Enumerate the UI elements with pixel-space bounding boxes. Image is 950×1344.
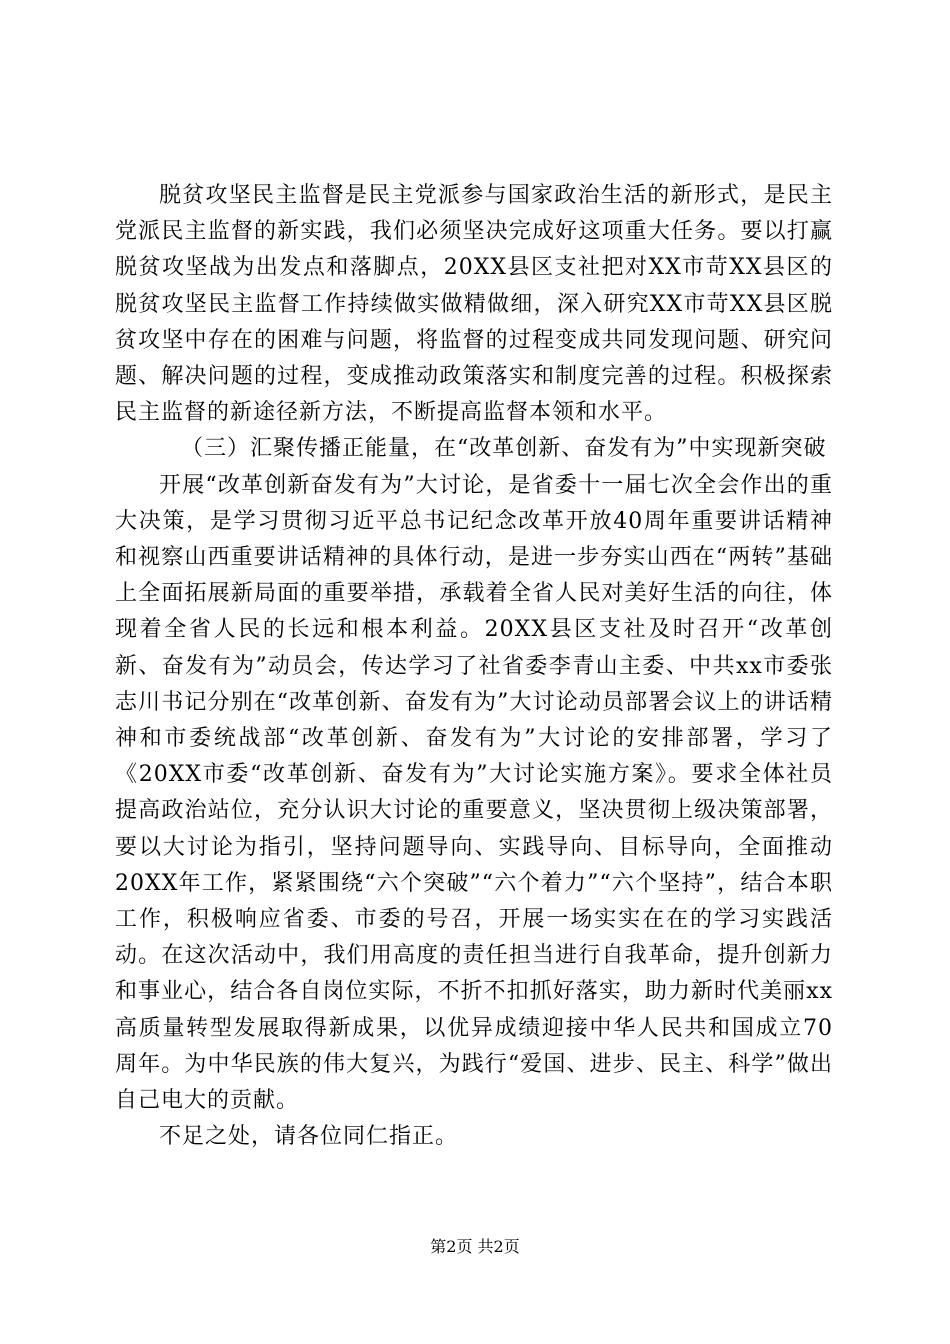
document-body [115,178,833,1155]
section-heading-3: （三）汇聚传播正能量，在“改革创新、奋发有为”中实现新突破 [181,436,827,462]
paragraph-reform-discussion: 开展“改革创新奋发有为”大讨论，是省委十一届七次全会作出的重大决策，是学习贯彻习近平总书记纪念改革开放40周年重要讲话精神和视察山西重要讲话精神的具体行动，是进一步夯实山西在“两转”基础上全面拓展新局面的重要举措，承载着全省人民对美好生活的向往，体现着全省人民的长远和根本利益。20XX县区支社及时召开“改革创新、奋发有为”动员会，传达学习了社省委李青山主委、中共xx市委张志川书记分别在“改革创新、奋发有为”大讨论动员部署会议上的讲话精神和市委统战部“改革创新、奋发有为”大讨论的安排部署，学习了《20XX市委“改革创新、奋发有为”大讨论实施方案》。要求全体社员提高政治站位，充分认识大讨论的重要意义，坚决贯彻上级决策部署，要以大讨论为指引，坚持问题导向、实践导向、目标导向，全面推动20XX年工作，紧紧围绕“六个突破”“六个着力”“六个坚持”，结合本职工作，积极响应省委、市委的号召，开展一场实实在在的学习实践活动。在这次活动中，我们用高度的责任担当进行自我革命，提升创新力和事业心，结合各自岗位实际，不折不扣抓好落实，助力新时代美丽xx高质量转型发展取得新成果，以优异成绩迎接中华人民共和国成立70周年。为中华民族的伟大复兴，为践行“爱国、进步、民主、科学”做出自己电大的贡献。 [115,472,833,1114]
paragraph-poverty-supervision: 脱贫攻坚民主监督是民主党派参与国家政治生活的新形式，是民主党派民主监督的新实践，我们必须坚决完成好这项重大任务。要以打赢脱贫攻坚战为出发点和落脚点，20XX县区支社把对XX市苛XX县区的脱贫攻坚民主监督工作持续做实做精做细，深入研究XX市苛XX县区脱贫攻坚中存在的困难与问题，将监督的过程变成共同发现问题、研究问题、解决问题的过程，变成推动政策落实和制度完善的过程。积极探索民主监督的新途径新方法，不断提高监督本领和水平。 [115,183,833,426]
page-footer: 第2页 共2页 [430,1237,520,1256]
paragraph-closing: 不足之处，请各位同仁指正。 [159,1124,459,1150]
